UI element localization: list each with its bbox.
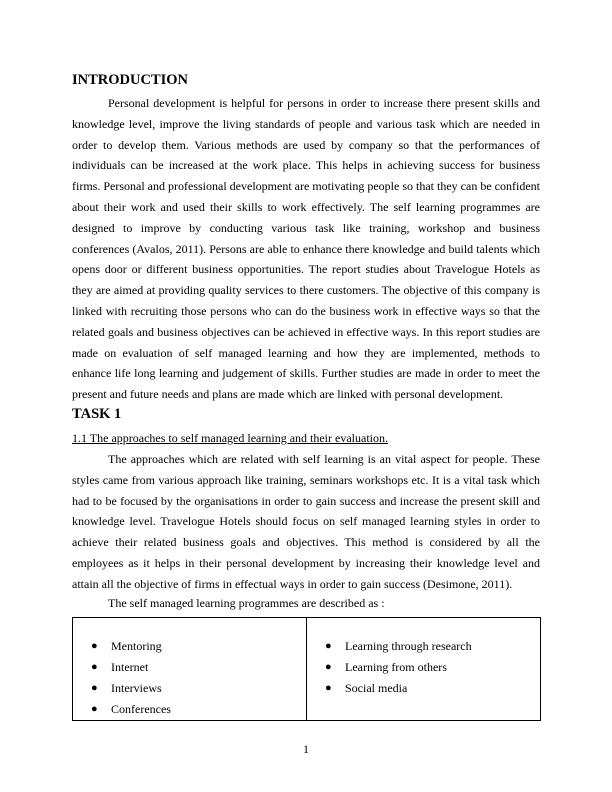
list-item: ● Learning through research — [307, 636, 540, 657]
right-column — [307, 618, 541, 721]
list-item: ● Social media — [307, 678, 540, 699]
bullet-icon: ● — [325, 640, 332, 652]
task-heading: TASK 1 — [72, 406, 122, 422]
learning-programmes-table — [72, 617, 541, 721]
bullet-icon: ● — [325, 682, 332, 694]
list-item: ● Internet — [73, 657, 306, 678]
bullet-icon: ● — [325, 661, 332, 673]
intro-heading: INTRODUCTION — [72, 72, 189, 88]
task-paragraph: The approaches which are related with self learning is an vital aspect for people. These styles came from various approach like training, seminars workshops etc. It is a vital task which had to be focused by the organisations in order to gain success and increase the present skill and knowledge level. Travelogue Hotels should focus on self managed learning styles in order to achieve their related business goals and objectives. This method is considered by all the employees as it helps in their personal development by increasing their knowledge level and attain all the objective of firms in effectual ways in order to gain success (Desimone, 2011). — [72, 452, 540, 591]
list-item: ● Conferences — [73, 699, 306, 720]
bullet-icon: ● — [91, 682, 98, 694]
list-item: ● Mentoring — [73, 636, 306, 657]
bullet-icon: ● — [91, 703, 98, 715]
list-item: ● Learning from others — [307, 657, 540, 678]
intro-paragraph: Personal development is helpful for persons in order to increase there present skills and knowledge level, improve the living standards of people and various task which are needed in order to develop them. Various methods are used by company so that the performances of individuals can be increased at the work place. This helps in achieving success for business firms. Personal and professional development are motivating people so that they can be confident about their work and used their skills to work effectively. The self learning programmes are designed to improve by conducting various task like training, workshop and business conferences (Avalos, 2011). Persons are able to enhance there knowledge and build talents which opens door or different business opportunities. The report studies about Travelogue Hotels as they are aimed at providing quality services to there customers. The objective of this company is linked with recruiting those persons who can do the business work in effective ways so that the related goals and business objectives can be achieved in effective ways. In this report studies are made on evaluation of self managed learning and how they are implemented, methods to enhance life long learning and judgement of skills. Further studies are made in order to meet the present and future needs and plans are made which are linked with personal development. — [72, 96, 540, 402]
left-column — [73, 618, 307, 721]
list-item: ● Interviews — [73, 678, 306, 699]
bullet-icon: ● — [91, 661, 98, 673]
bullet-icon: ● — [91, 640, 98, 652]
list-intro: The self managed learning programmes are described as : — [108, 596, 385, 610]
page-number: 1 — [303, 742, 309, 756]
section-subheading: 1.1 The approaches to self managed learning and their evaluation. — [72, 431, 388, 445]
